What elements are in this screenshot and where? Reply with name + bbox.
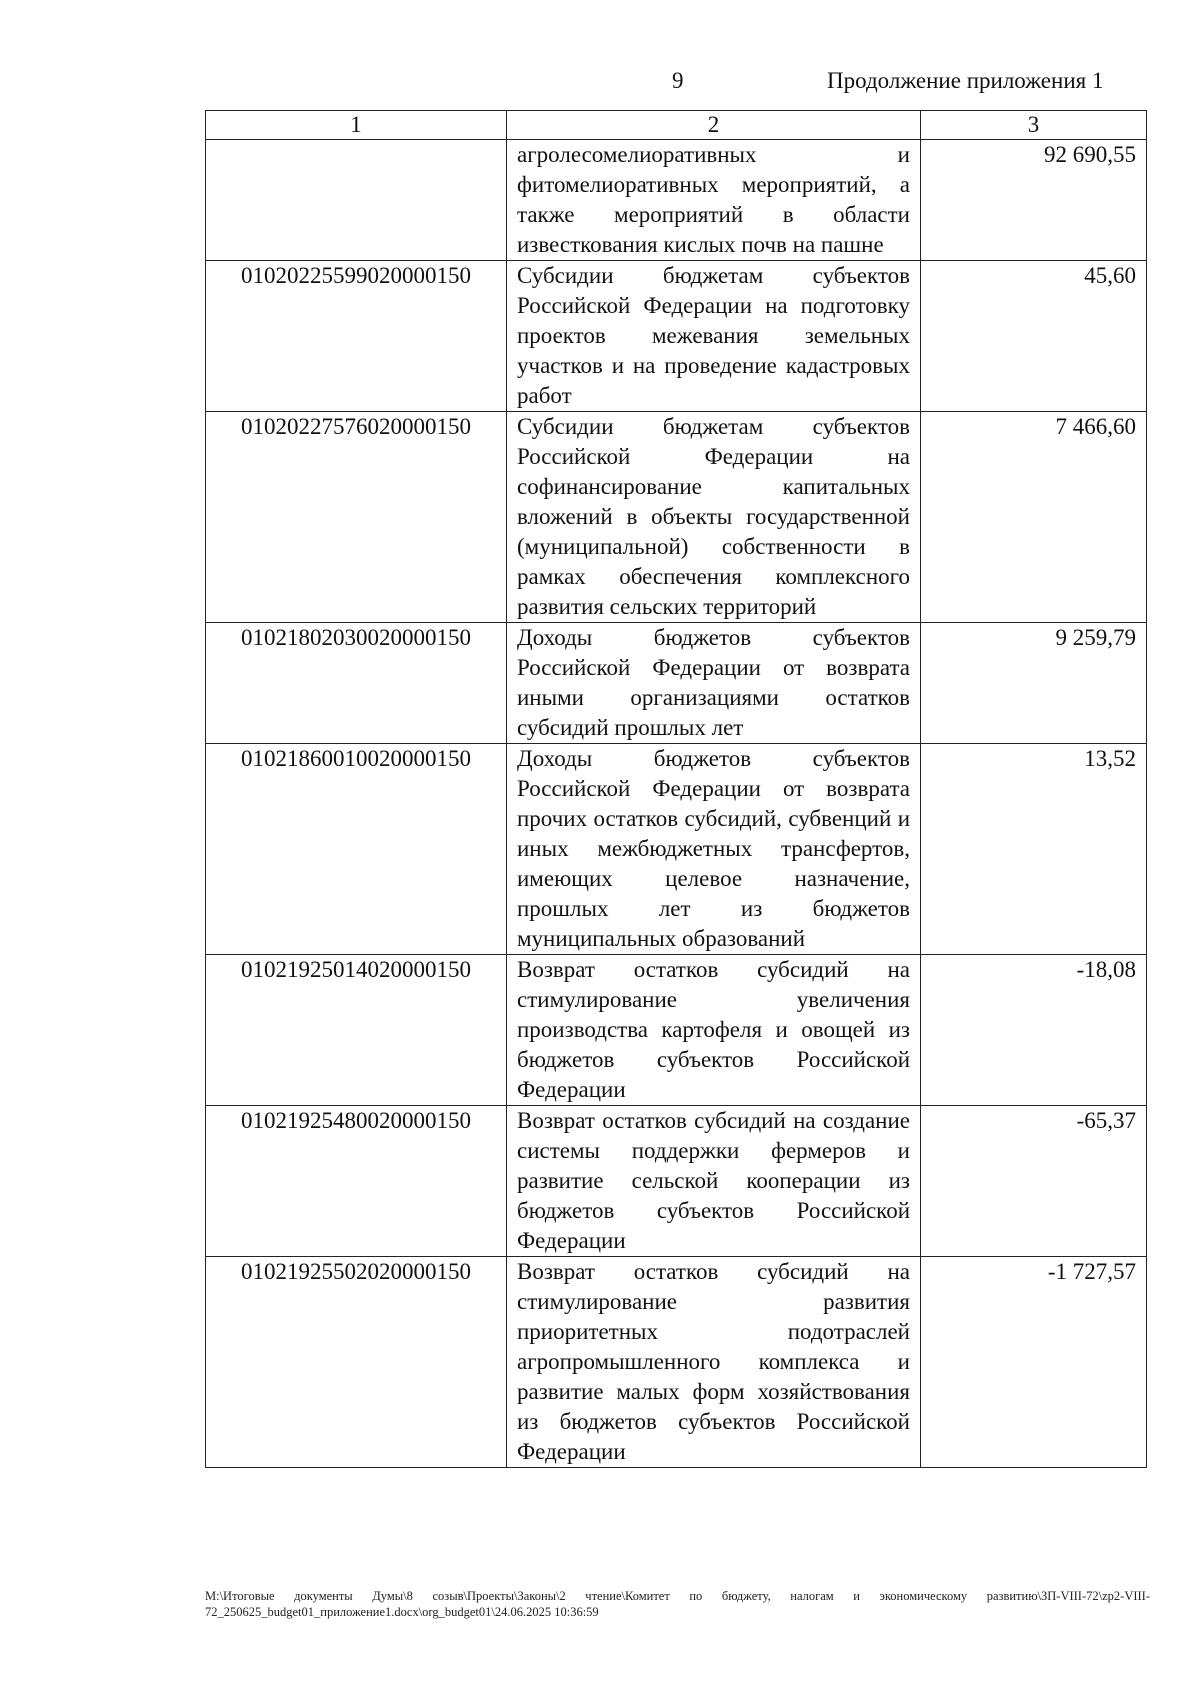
revenue-description: Доходы бюджетов субъектов Российской Федерации от возврата прочих остатков субсидий, субвенций и иных межбюджетных трансфертов, имеющих целевое назначение, прошлых лет из бюджетов муниципальных образований xyxy=(507,744,921,955)
page-number: 9 xyxy=(672,68,684,93)
table-row xyxy=(206,955,1147,1106)
amount: 13,52 xyxy=(921,744,1147,955)
table-row xyxy=(206,140,1147,261)
budget-code: 01021925014020000150 xyxy=(206,955,507,1106)
table-row xyxy=(206,412,1147,623)
column-header-3: 3 xyxy=(921,111,1147,140)
column-header-1: 1 xyxy=(206,111,507,140)
document-file-path: M:\Итоговые документы Думы\8 созыв\Проекты\Законы\2 чтение\Комитет по бюджету, налогам и экономическому развитию\ЗП-VIII-72\zp2-VIII-72_250625_budget01_приложение1.docx\org_budget01\24.06.2025 10:36:59 xyxy=(205,1589,1150,1619)
amount: 92 690,55 xyxy=(921,140,1147,261)
revenue-description: агролесомелиоративных и фитомелиоративных мероприятий, а также мероприятий в области известкования кислых почв на пашне xyxy=(507,140,921,261)
table-row xyxy=(206,261,1147,412)
table-row xyxy=(206,744,1147,955)
budget-code: 01021925502020000150 xyxy=(206,1257,507,1468)
table-row xyxy=(206,1257,1147,1468)
revenue-description: Возврат остатков субсидий на стимулирование увеличения производства картофеля и овощей из бюджетов субъектов Российской Федерации xyxy=(507,955,921,1106)
budget-code: 01021802030020000150 xyxy=(206,623,507,744)
continuation-title: Продолжение приложения 1 xyxy=(827,68,1104,93)
budget-table xyxy=(205,110,1147,1468)
budget-code: 01021925480020000150 xyxy=(206,1106,507,1257)
budget-code: 01021860010020000150 xyxy=(206,744,507,955)
budget-code: 01020227576020000150 xyxy=(206,412,507,623)
amount: -18,08 xyxy=(921,955,1147,1106)
amount: 7 466,60 xyxy=(921,412,1147,623)
table-row xyxy=(206,1106,1147,1257)
table-row xyxy=(206,623,1147,744)
budget-code xyxy=(206,140,507,261)
amount: 45,60 xyxy=(921,261,1147,412)
table-header-row xyxy=(206,111,1147,140)
revenue-description: Доходы бюджетов субъектов Российской Федерации от возврата иными организациями остатков субсидий прошлых лет xyxy=(507,623,921,744)
budget-code: 01020225599020000150 xyxy=(206,261,507,412)
amount: -1 727,57 xyxy=(921,1257,1147,1468)
revenue-description: Возврат остатков субсидий на стимулирование развития приоритетных подотраслей агропромышленного комплекса и развитие малых форм хозяйствования из бюджетов субъектов Российской Федерации xyxy=(507,1257,921,1468)
amount: 9 259,79 xyxy=(921,623,1147,744)
revenue-description: Субсидии бюджетам субъектов Российской Федерации на подготовку проектов межевания земельных участков и на проведение кадастровых работ xyxy=(507,261,921,412)
revenue-description: Субсидии бюджетам субъектов Российской Федерации на софинансирование капитальных вложений в объекты государственной (муниципальной) собственности в рамках обеспечения комплексного развития сельских территорий xyxy=(507,412,921,623)
amount: -65,37 xyxy=(921,1106,1147,1257)
column-header-2: 2 xyxy=(507,111,921,140)
revenue-description: Возврат остатков субсидий на создание системы поддержки фермеров и развитие сельской кооперации из бюджетов субъектов Российской Федерации xyxy=(507,1106,921,1257)
